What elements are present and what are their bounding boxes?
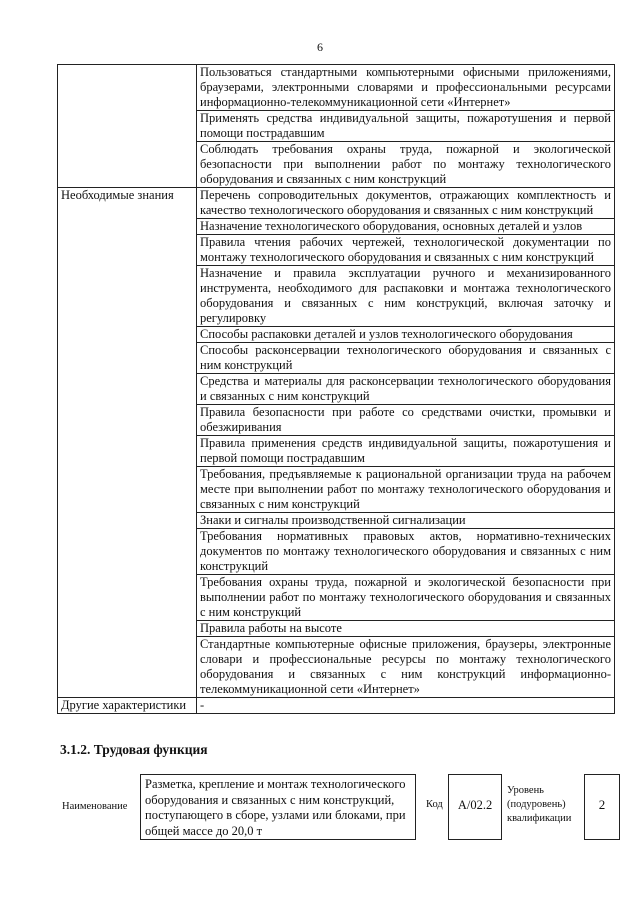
table-cell: Применять средства индивидуальной защиты, пожаротушения и первой помощи пострадавшим: [197, 111, 615, 142]
table-cell: Перечень сопроводительных документов, отражающих комплектность и качество технологического оборудования и связанных с ним конструкций: [197, 188, 615, 219]
table-cell: Стандартные компьютерные офисные приложения, браузеры, электронные словари и профессиональные ресурсы по монтажу технологического оборудования и связанных с ним конструкций информационно-телекоммуникационной сети «Интернет»: [197, 637, 615, 698]
table-cell: Правила работы на высоте: [197, 621, 615, 637]
table-cell: Средства и материалы для расконсервации технологического оборудования и связанных с ним конструкций: [197, 374, 615, 405]
table-cell: Назначение и правила эксплуатации ручного и механизированного инструмента, необходимого для распаковки и монтажа технологического оборудования и связанных с ним конструкций, включая заточку и регулировку: [197, 266, 615, 327]
table-cell: Способы расконсервации технологического оборудования и связанных с ним конструкций: [197, 343, 615, 374]
knowledge-table: [57, 64, 615, 714]
table-cell: Правила чтения рабочих чертежей, технологической документации по монтажу технологического оборудования и связанных с ним конструкций: [197, 235, 615, 266]
other-characteristics-label: Другие характеристики: [58, 698, 197, 714]
empty-label-cell: [58, 65, 197, 188]
qualification-level-value: 2: [584, 774, 620, 840]
other-characteristics-value: -: [197, 698, 615, 714]
table-cell: Требования охраны труда, пожарной и экологической безопасности при выполнении работ по монтажу технологического оборудования и связанных с ним конструкций: [197, 575, 615, 621]
table-row: [58, 65, 615, 111]
code-value: А/02.2: [448, 774, 502, 840]
table-cell: Требования, предъявляемые к рациональной организации труда на рабочем месте при выполнении работ по монтажу технологического оборудования и связанных с ним конструкций: [197, 467, 615, 513]
table-cell: Способы распаковки деталей и узлов технологического оборудования: [197, 327, 615, 343]
table-row: [58, 698, 615, 714]
table-row: [58, 188, 615, 219]
table-cell: Пользоваться стандартными компьютерными офисными приложениями, браузерами, электронными словарями и профессиональными ресурсами информационно-телекоммуникационной сети «Интернет»: [197, 65, 615, 111]
table-cell: Правила безопасности при работе со средствами очистки, промывки и обезжиривания: [197, 405, 615, 436]
table-cell: Знаки и сигналы производственной сигнализации: [197, 513, 615, 529]
table-cell: Назначение технологического оборудования, основных деталей и узлов: [197, 219, 615, 235]
knowledge-label: Необходимые знания: [58, 188, 197, 698]
function-name-value: Разметка, крепление и монтаж технологического оборудования и связанных с ним конструкций, поступающего в сборе, узлами или блоками, при общей массе до 20,0 т: [140, 774, 416, 840]
section-title: 3.1.2. Трудовая функция: [60, 742, 208, 757]
table-cell: Правила применения средств индивидуальной защиты, пожаротушения и первой помощи пострадавшим: [197, 436, 615, 467]
labor-function-header: [60, 770, 620, 850]
page-number: 6: [317, 40, 323, 54]
table-cell: Требования нормативных правовых актов, нормативно-технических документов по монтажу технологического оборудования и связанных с ним конструкций: [197, 529, 615, 575]
table-cell: Соблюдать требования охраны труда, пожарной и экологической безопасности при выполнении работ по монтажу технологического оборудования и связанных с ним конструкций: [197, 142, 615, 188]
name-label: Наименование: [62, 801, 128, 812]
qualification-level-label: Уровень (подуровень) квалификации: [507, 785, 572, 824]
code-label: Код: [426, 799, 443, 810]
